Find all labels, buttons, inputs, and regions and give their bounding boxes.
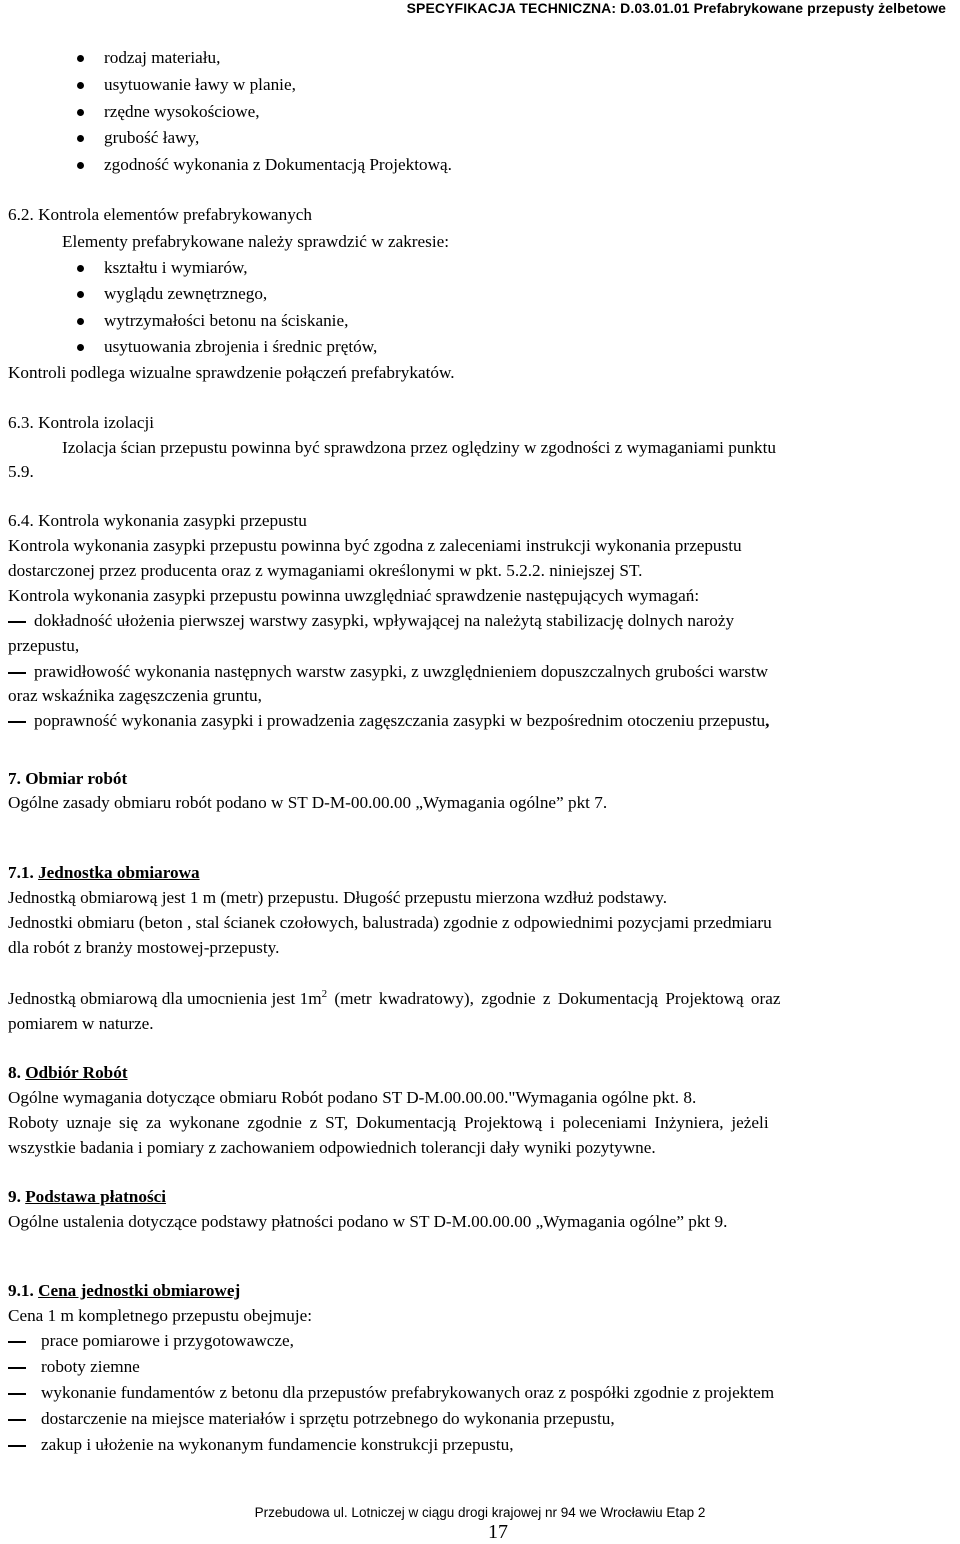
list-item: zgodność wykonania z Dokumentacją Projektową. (104, 155, 452, 174)
superscript: 2 (321, 988, 328, 1000)
section-title: Obmiar robót (25, 769, 128, 788)
section-title: Jednostka obmiarowa (38, 863, 200, 882)
list-item-end: , (765, 711, 770, 730)
section-heading-7-1 (8, 863, 200, 883)
list-item: przepustu, (8, 636, 80, 655)
section-number: 8. (8, 1063, 26, 1082)
bullet-icon (77, 344, 84, 351)
list-item: rzędne wysokościowe, (104, 102, 260, 121)
list-item: wykonanie fundamentów z betonu dla przepustów prefabrykowanych oraz z pospółki zgodnie z projektem (41, 1383, 775, 1402)
section-heading-8 (8, 1063, 128, 1083)
section-title: Cena jednostki obmiarowej (38, 1281, 241, 1300)
section-number: 9. (8, 1187, 26, 1206)
paragraph: Roboty uznaje się za wykonane zgodnie z ST, Dokumentacją Projektową i poleceniami Inżyniera, jeżeli (8, 1113, 769, 1132)
paragraph: Elementy prefabrykowane należy sprawdzić w zakresie: (62, 232, 450, 251)
section-heading-7 (8, 769, 127, 789)
paragraph: dla robót z branży mostowej-przepusty. (8, 938, 280, 957)
document-footer: Przebudowa ul. Lotniczej w ciągu drogi krajowej nr 94 we Wrocławiu Etap 2 (254, 1505, 706, 1520)
paragraph: Kontrola wykonania zasypki przepustu powinna być zgodna z zaleceniami instrukcji wykonania przepustu (8, 536, 742, 555)
paragraph: 5.9. (8, 462, 34, 481)
paragraph: pomiarem w naturze. (8, 1014, 154, 1033)
dash-icon (8, 1393, 26, 1395)
bullet-icon (77, 55, 84, 62)
paragraph: Ogólne zasady obmiaru robót podano w ST D-M-00.00.00 „Wymagania ogólne” pkt 7. (8, 793, 608, 812)
list-item-text: poprawność wykonania zasypki i prowadzenia zagęszczania zasypki w bezpośrednim otoczeniu przepustu (34, 711, 766, 730)
text: Jednostką obmiarową dla umocnienia jest 1m (8, 989, 322, 1008)
list-item: usytuowanie ławy w planie, (104, 75, 296, 94)
section-heading-9 (8, 1187, 166, 1207)
list-item: prace pomiarowe i przygotowawcze, (41, 1331, 294, 1350)
section-title: Odbiór Robót (25, 1063, 128, 1082)
section-heading-6-3: 6.3. Kontrola izolacji (8, 413, 155, 432)
list-item: dostarczenie na miejsce materiałów i sprzętu potrzebnego do wykonania przepustu, (41, 1409, 615, 1428)
dash-icon (8, 621, 26, 623)
section-number: 7.1. (8, 863, 39, 882)
list-item: rodzaj materiału, (104, 48, 221, 67)
section-heading-6-2: 6.2. Kontrola elementów prefabrykowanych (8, 205, 313, 224)
section-number: 7. (8, 769, 26, 788)
paragraph: Ogólne ustalenia dotyczące podstawy płatności podano w ST D-M.00.00.00 „Wymagania ogólne” pkt 9. (8, 1212, 728, 1231)
page-number: 17 (488, 1521, 508, 1543)
bullet-icon (77, 162, 84, 169)
list-item: kształtu i wymiarów, (104, 258, 248, 277)
section-heading-9-1 (8, 1281, 240, 1301)
dash-icon (8, 1445, 26, 1447)
bullet-icon (77, 82, 84, 89)
section-number: 9.1. (8, 1281, 39, 1300)
list-item: roboty ziemne (41, 1357, 140, 1376)
dash-icon (8, 1341, 26, 1343)
paragraph: wszystkie badania i pomiary z zachowaniem odpowiednich tolerancji dały wyniki pozytywne. (8, 1138, 656, 1157)
paragraph: Kontroli podlega wizualne sprawdzenie połączeń prefabrykatów. (8, 363, 455, 382)
dash-icon (8, 721, 26, 723)
list-item: oraz wskaźnika zagęszczenia gruntu, (8, 686, 262, 705)
document-header: SPECYFIKACJA TECHNICZNA: D.03.01.01 Prefabrykowane przepusty żelbetowe (406, 0, 946, 16)
dash-icon (8, 672, 26, 674)
section-title: Podstawa płatności (25, 1187, 167, 1206)
list-item: zakup i ułożenie na wykonanym fundamencie konstrukcji przepustu, (41, 1435, 514, 1454)
paragraph (8, 989, 955, 1009)
paragraph: Ogólne wymagania dotyczące obmiaru Robót podano ST D-M.00.00.00."Wymagania ogólne pkt. 8. (8, 1088, 697, 1107)
paragraph: Jednostką obmiarową jest 1 m (metr) przepustu. Długość przepustu mierzona wzdłuż podstawy. (8, 888, 667, 907)
list-item: grubość ławy, (104, 128, 200, 147)
list-item: wytrzymałości betonu na ściskanie, (104, 311, 349, 330)
list-item: usytuowania zbrojenia i średnic prętów, (104, 337, 378, 356)
section-heading-6-4: 6.4. Kontrola wykonania zasypki przepustu (8, 511, 307, 530)
paragraph: Kontrola wykonania zasypki przepustu powinna uwzględniać sprawdzenie następujących wymagań: (8, 586, 700, 605)
bullet-icon (77, 109, 84, 116)
list-item: wyglądu zewnętrznego, (104, 284, 268, 303)
list-item: dokładność ułożenia pierwszej warstwy zasypki, wpływającej na należytą stabilizację dolnych naroży (34, 611, 735, 630)
paragraph: Cena 1 m kompletnego przepustu obejmuje: (8, 1306, 313, 1325)
paragraph: Jednostki obmiaru (beton , stal ścianek czołowych, balustrada) zgodnie z odpowiednimi pozycjami przedmiaru (8, 913, 772, 932)
text: (metr kwadratowy), zgodnie z Dokumentacją Projektową oraz (327, 989, 781, 1008)
paragraph: Izolacja ścian przepustu powinna być sprawdzona przez oględziny w zgodności z wymaganiami punktu (62, 438, 776, 457)
paragraph: dostarczonej przez producenta oraz z wymaganiami określonymi w pkt. 5.2.2. niniejszej ST. (8, 561, 643, 580)
bullet-icon (77, 135, 84, 142)
bullet-icon (77, 291, 84, 298)
dash-icon (8, 1367, 26, 1369)
list-item (34, 711, 769, 731)
list-item: prawidłowość wykonania następnych warstw zasypki, z uwzględnieniem dopuszczalnych grubości warstw (34, 662, 769, 681)
bullet-icon (77, 318, 84, 325)
bullet-icon (77, 265, 84, 272)
dash-icon (8, 1419, 26, 1421)
